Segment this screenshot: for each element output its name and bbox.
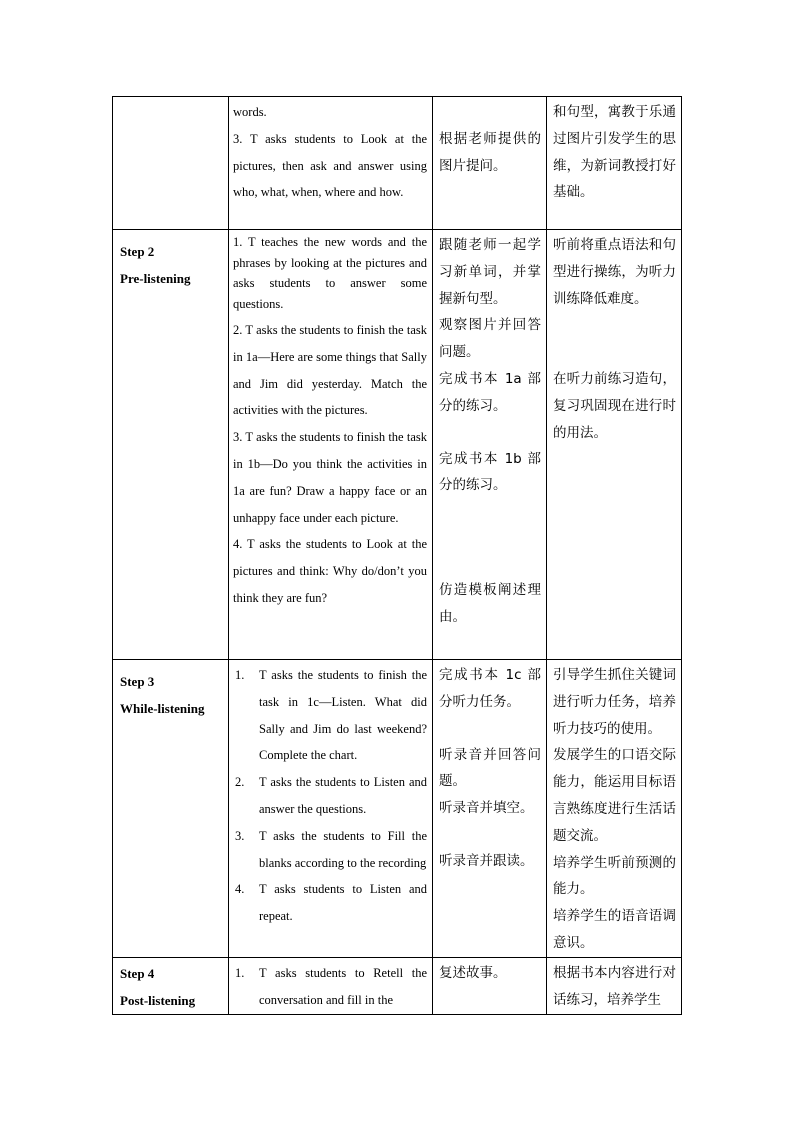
student-activity-text: 听录音并填空。 [439,800,534,817]
teacher-activity-text: 2. T asks the students to finish the task in 1a—Here are some things that Sally and Jim did yesterday. Match the activities with the pictures. [233,323,427,418]
step-number: Step 3 [120,674,155,689]
student-activity-cell [433,97,547,230]
purpose-text: 和句型，寓教于乐通过图片引发学生的思维，为新词教授打好基础。 [553,104,676,201]
student-activity-text: 完成书本 1c 部分听力任务。 [439,667,541,710]
purpose-text: 听前将重点语法和句型进行操练，为听力训练降低难度。 [553,237,676,307]
student-activity-text: 观察图片并回答问题。 [439,317,541,361]
teacher-activity-text: T asks the students to finish the task in 1c—Listen. What did Sally and Jim do last weekend? Complete the chart. [259,668,427,763]
student-activity-cell [433,660,547,958]
student-activity-text: 复述故事。 [439,964,507,981]
step-title: Pre-listening [120,271,191,286]
step-number: Step 4 [120,965,155,981]
step-cell [113,957,229,1014]
student-activity-cell [433,957,547,1014]
list-number: 1. [235,668,245,682]
purpose-cell [547,957,682,1014]
teacher-activity-text: T asks the students to Fill the blanks according to the recording [259,828,427,870]
student-activity-text: 听录音并回答问题。 [439,746,541,790]
student-activity-text: 听录音并跟读。 [439,852,534,869]
lesson-plan-table [112,96,682,1015]
table-row [113,957,682,1014]
list-item [235,662,427,769]
teacher-activity-text: 3. T asks students to Look at the pictures, then ask and answer using who, what, when, where and how. [233,131,427,200]
teacher-activity-text: 4. T asks the students to Look at the pictures and think: Why do/don’t you think they are fun? [233,537,427,605]
purpose-text: 发展学生的口语交际能力，能运用目标语言熟练度进行生活话题交流。 [553,747,676,844]
teacher-activity-cell [229,660,433,958]
list-number: 4. [235,882,245,897]
step-cell [113,660,229,958]
teacher-activity-text: 3. T asks the students to finish the task in 1b—Do you think the activities in 1a are fun? Draw a happy face or an unhappy face under each picture. [233,430,427,525]
student-activity-cell [433,230,547,660]
teacher-activity-text: T asks students to Retell the conversation and fill in the [259,965,427,1007]
teacher-activity-cell [229,957,433,1014]
teacher-activity-text: words. [233,105,267,119]
student-activity-text: 完成书本 1a 部分的练习。 [439,370,541,414]
step-cell [113,230,229,660]
purpose-cell [547,97,682,230]
purpose-text: 培养学生听前预测的能力。 [553,854,676,898]
list-number: 3. [235,828,245,843]
table-row [113,660,682,958]
purpose-text: 在听力前练习造句，复习巩固现在进行时的用法。 [553,371,676,441]
student-activity-text: 完成书本 1b 部分的练习。 [439,450,541,494]
step-cell [113,97,229,230]
list-item [235,960,427,1014]
teacher-activity-cell [229,97,433,230]
purpose-text: 根据书本内容进行对话练习，培养学生 [553,964,676,1008]
list-number: 2. [235,775,245,790]
list-item [235,769,427,823]
teacher-activity-cell [229,230,433,660]
table-row [113,97,682,230]
list-number: 1. [235,965,245,980]
purpose-cell [547,660,682,958]
student-activity-text: 仿造模板阐述理由。 [439,582,541,625]
list-item [235,823,427,877]
purpose-text: 培养学生的语音语调意识。 [553,908,676,951]
student-activity-text: 跟随老师一起学习新单词，并掌握新句型。 [439,237,541,307]
step-title: While-listening [120,701,205,716]
teacher-activity-text: T asks the students to Listen and answer the questions. [259,775,427,816]
step-title: Post-listening [120,992,196,1008]
teacher-activity-text: T asks students to Listen and repeat. [259,882,427,924]
list-item [235,876,427,930]
step-number: Step 2 [120,244,155,259]
purpose-cell [547,230,682,660]
purpose-text: 引导学生抓住关键词进行听力任务，培养听力技巧的使用。 [553,667,676,737]
student-activity-text: 根据老师提供的图片提问。 [439,131,541,174]
table-row [113,230,682,660]
teacher-activity-text: 1. T teaches the new words and the phrases by looking at the pictures and asks students to answer some questions. [233,235,427,311]
